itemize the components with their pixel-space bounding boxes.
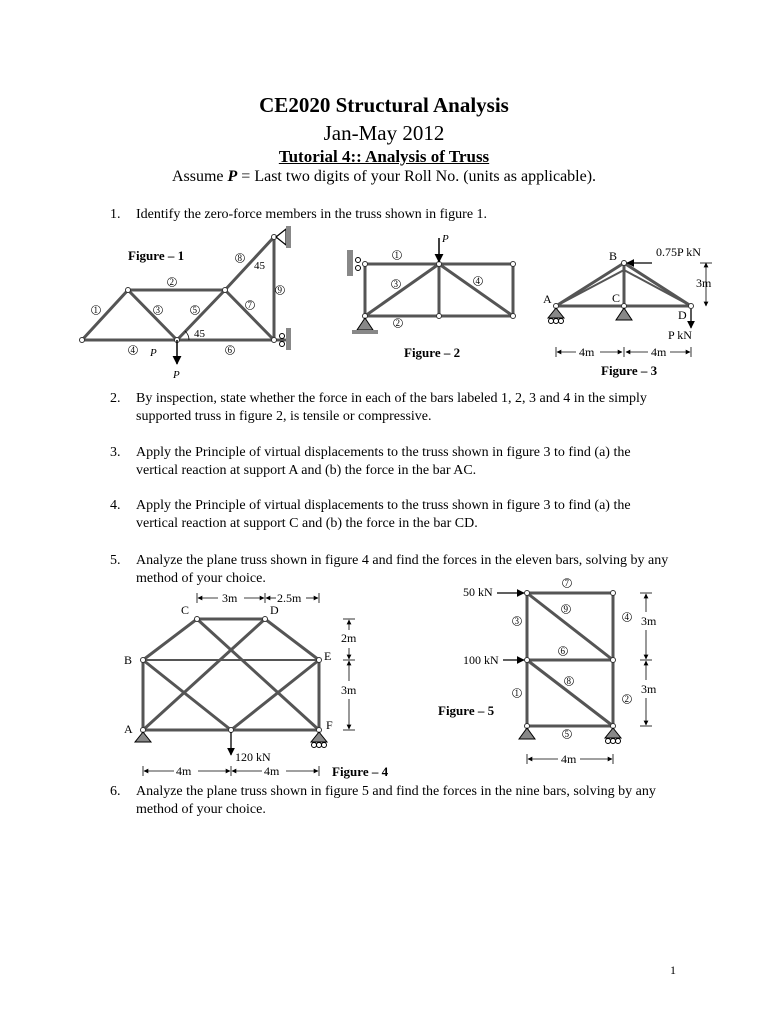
fig3-load-B: 0.75P kN <box>656 245 701 259</box>
fig5-member-9 <box>527 593 613 660</box>
fig4-dim-bottom <box>143 766 319 776</box>
question-number: 3. <box>110 445 121 460</box>
fig3-node-D: D <box>678 308 687 322</box>
fig4-node-F: F <box>326 718 333 732</box>
fig1-joint <box>223 288 228 293</box>
fig4-dim-top2: 2.5m <box>277 591 302 605</box>
fig4-pin-support-A <box>135 732 151 742</box>
page-number: 1 <box>670 963 676 977</box>
question-number: 6. <box>110 784 121 799</box>
fig4-node-D: D <box>270 603 279 617</box>
question-text: Analyze the plane truss shown in figure 5 and find the forces in the nine bars, solving by any method of your choice. <box>136 784 656 817</box>
fig3-node-B: B <box>609 249 618 263</box>
fig5-member-number: 9 <box>563 604 568 614</box>
fig5-member-number: 3 <box>514 616 519 626</box>
fig1-member-number: 6 <box>227 345 232 355</box>
question-text: Analyze the plane truss shown in figure 4 and find the forces in the eleven bars, solving by any method of your choice. <box>136 553 669 586</box>
fig5-dim-w: 4m <box>561 752 577 766</box>
question-number: 4. <box>110 498 121 513</box>
fig3-dim-h: 3m <box>696 276 712 290</box>
assume-post: = Last two digits of your Roll No. (units as applicable). <box>237 168 597 185</box>
fig3-node-A: A <box>543 292 552 306</box>
fig1-member-number: 5 <box>192 305 197 315</box>
fig4-node-A: A <box>124 722 133 736</box>
question-text: Identify the zero-force members in the truss shown in figure 1. <box>136 207 488 222</box>
fig1-member <box>82 290 128 340</box>
fig4-dim-v2: 3m <box>341 683 357 697</box>
fig3-pin-support-C <box>616 308 632 320</box>
fig3-member <box>624 270 691 306</box>
fig3-caption: Figure – 3 <box>601 363 658 378</box>
fig5-caption: Figure – 5 <box>438 703 495 718</box>
fig5-dim-v1: 3m <box>641 614 657 628</box>
fig1-member-number: 7 <box>247 300 252 310</box>
fig4-member-DE <box>265 619 319 660</box>
fig2-pin-support <box>352 318 378 334</box>
fig1-member-number: 4 <box>130 345 135 355</box>
question-number: 2. <box>110 391 121 406</box>
assume-var: P <box>227 168 238 185</box>
fig5-member-number: 8 <box>566 676 571 686</box>
fig1-load-label: P <box>173 369 180 381</box>
fig5-roller-support <box>605 728 621 744</box>
fig2-member-number: 3 <box>393 279 398 289</box>
fig1-joint <box>80 338 85 343</box>
fig4-node-B: B <box>124 653 133 667</box>
fig3-dim-w1: 4m <box>579 345 595 359</box>
fig5-member-number: 7 <box>564 578 569 588</box>
figure-4 <box>143 619 319 730</box>
figure-5 <box>527 593 613 726</box>
fig1-joint <box>272 338 277 343</box>
fig4-joints <box>141 617 322 733</box>
fig1-member <box>128 290 177 340</box>
fig4-caption: Figure – 4 <box>332 764 389 779</box>
fig1-joint <box>126 288 131 293</box>
fig2-member-number: 4 <box>475 276 480 286</box>
fig1-member-number: 8 <box>237 253 242 263</box>
figure-2 <box>365 264 513 316</box>
fig4-node-E: E <box>324 649 332 663</box>
tutorial-title: Tutorial 4:: Analysis of Truss <box>278 147 490 166</box>
fig2-member <box>365 264 439 316</box>
fig3-dim-width <box>556 347 691 357</box>
fig2-load-label: P <box>442 233 449 245</box>
fig1-load-label: P <box>150 347 157 359</box>
fig1-member-number: 9 <box>277 285 282 295</box>
fig3-load-D: P kN <box>668 328 692 342</box>
fig2-member-number: 1 <box>394 250 399 260</box>
fig5-dim-v2: 3m <box>641 682 657 696</box>
fig1-member-number: 1 <box>93 305 98 315</box>
fig5-dim-vertical <box>640 593 652 726</box>
fig2-caption: Figure – 2 <box>404 345 461 360</box>
fig5-member-8 <box>527 660 613 726</box>
fig2-member <box>439 264 513 316</box>
fig1-member <box>225 290 274 340</box>
fig1-angle-top: 45 <box>254 260 265 272</box>
question-text: Apply the Principle of virtual displacements to the truss shown in figure 3 to find (a) the vertical reaction at support A and (b) the force in the bar AC. <box>136 445 631 478</box>
fig5-load-top: 50 kN <box>463 585 493 599</box>
fig1-top-support <box>276 226 291 248</box>
fig4-load: 120 kN <box>235 750 271 764</box>
fig3-roller-support-A <box>548 308 564 324</box>
term: Jan-May 2012 <box>323 121 445 145</box>
fig4-dim-b1: 4m <box>176 764 192 778</box>
fig5-pin-support <box>519 728 535 739</box>
fig5-member-number: 5 <box>564 729 569 739</box>
question-number: 1. <box>110 207 121 222</box>
fig4-member-BC <box>143 619 197 660</box>
fig4-dim-b2: 4m <box>264 764 280 778</box>
fig3-dim-w2: 4m <box>651 345 667 359</box>
assume-pre: Assume <box>171 168 228 185</box>
fig1-member <box>225 237 274 290</box>
fig1-member-number: 2 <box>169 277 174 287</box>
fig5-member-number: 6 <box>560 646 565 656</box>
fig3-node-C: C <box>612 291 621 305</box>
course-title: CE2020 Structural Analysis <box>259 93 509 117</box>
fig5-member-number: 1 <box>514 688 519 698</box>
fig1-member-number: 3 <box>155 305 160 315</box>
question-number: 5. <box>110 553 121 568</box>
fig4-node-C: C <box>181 603 190 617</box>
fig2-roller-support <box>347 250 361 276</box>
fig5-load-mid: 100 kN <box>463 653 499 667</box>
question-text: Apply the Principle of virtual displacements to the truss shown in figure 3 to find (a) the vertical reaction at support C and (b) the force in the bar CD. <box>136 498 631 531</box>
fig4-dim-v1: 2m <box>341 631 357 645</box>
figure-3 <box>556 263 691 306</box>
fig5-member-number: 4 <box>624 612 629 622</box>
fig2-member-number: 2 <box>395 318 400 328</box>
question-text: By inspection, state whether the force in each of the bars labeled 1, 2, 3 and 4 in the simply supported truss in figure 2, is tensile or compressive. <box>136 391 647 424</box>
fig4-dim-top1: 3m <box>222 591 238 605</box>
fig1-angle-bottom: 45 <box>194 328 205 340</box>
fig4-roller-support-F <box>311 732 327 748</box>
fig5-member-number: 2 <box>624 694 629 704</box>
fig1-caption: Figure – 1 <box>128 248 185 263</box>
